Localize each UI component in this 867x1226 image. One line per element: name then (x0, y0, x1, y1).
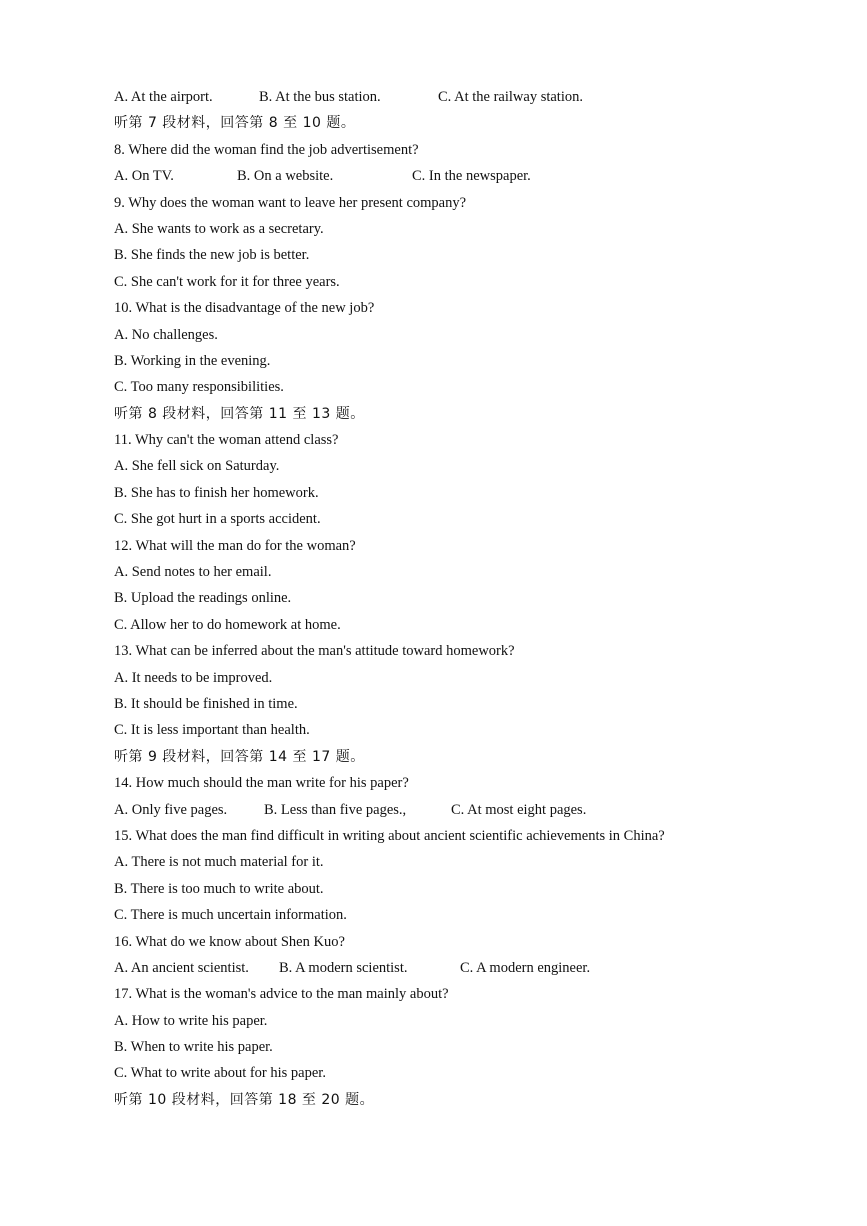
section-heading: 听第 8 段材料，回答第 11 至 13 题。 (114, 405, 365, 422)
option-c: C. At most eight pages. (451, 801, 587, 818)
option-c: C. She can't work for it for three years. (114, 273, 340, 290)
option-a: A. There is not much material for it. (114, 854, 324, 871)
option-a: A. No challenges. (114, 326, 218, 343)
question-14: 14. How much should the man write for his paper? (114, 775, 409, 792)
exam-page (114, 84, 834, 1113)
option-b: B. She finds the new job is better. (114, 247, 310, 264)
option-a: A. Only five pages. (114, 801, 228, 818)
question-13: 13. What can be inferred about the man's attitude toward homework? (114, 643, 515, 660)
section-heading: 听第 9 段材料，回答第 14 至 17 题。 (114, 748, 365, 765)
question-11: 11. Why can't the woman attend class? (114, 432, 339, 449)
option-b: B. A modern scientist. (279, 959, 408, 976)
option-c: C. Too many responsibilities. (114, 379, 284, 396)
question-15: 15. What does the man find difficult in writing about ancient scientific achievements in China? (114, 827, 665, 844)
option-a: A. At the airport. (114, 89, 213, 105)
options-row-q14 (114, 797, 834, 823)
question-12: 12. What will the man do for the woman? (114, 537, 356, 554)
option-a: A. An ancient scientist. (114, 959, 249, 976)
section-heading: 听第 10 段材料，回答第 18 至 20 题。 (114, 1091, 375, 1108)
option-b: B. Working in the evening. (114, 352, 271, 369)
option-a: A. On TV. (114, 168, 174, 185)
options-row-q16 (114, 955, 834, 981)
option-a: A. How to write his paper. (114, 1012, 268, 1029)
question-16: 16. What do we know about Shen Kuo? (114, 933, 345, 950)
option-b: B. There is too much to write about. (114, 880, 324, 897)
option-b: B. It should be finished in time. (114, 695, 298, 712)
option-b: B. At the bus station. (259, 89, 381, 105)
option-b: B. Upload the readings online. (114, 590, 292, 607)
question-10: 10. What is the disadvantage of the new job? (114, 300, 375, 317)
option-c: C. She got hurt in a sports accident. (114, 511, 321, 528)
option-a: A. She wants to work as a secretary. (114, 220, 324, 237)
options-row-q8 (114, 163, 834, 189)
option-c: C. There is much uncertain information. (114, 907, 347, 924)
options-row-q7 (114, 84, 834, 110)
question-9: 9. Why does the woman want to leave her present company? (114, 194, 467, 211)
option-c: C. In the newspaper. (412, 168, 531, 185)
option-a: A. It needs to be improved. (114, 669, 273, 686)
question-8: 8. Where did the woman find the job advertisement? (114, 141, 419, 158)
option-c: C. A modern engineer. (460, 959, 591, 976)
option-c: C. What to write about for his paper. (114, 1065, 326, 1082)
option-b: B. She has to finish her homework. (114, 484, 319, 501)
option-b: B. On a website. (237, 168, 334, 185)
option-b: B. When to write his paper. (114, 1039, 273, 1056)
option-c: C. It is less important than health. (114, 722, 310, 739)
option-a: A. Send notes to her email. (114, 564, 272, 581)
section-heading: 听第 7 段材料，回答第 8 至 10 题。 (114, 115, 356, 132)
option-a: A. She fell sick on Saturday. (114, 458, 280, 475)
option-c: C. Allow her to do homework at home. (114, 616, 341, 633)
option-b: B. Less than five pages., (264, 801, 407, 818)
question-17: 17. What is the woman's advice to the man mainly about? (114, 986, 449, 1003)
option-c: C. At the railway station. (438, 89, 583, 105)
